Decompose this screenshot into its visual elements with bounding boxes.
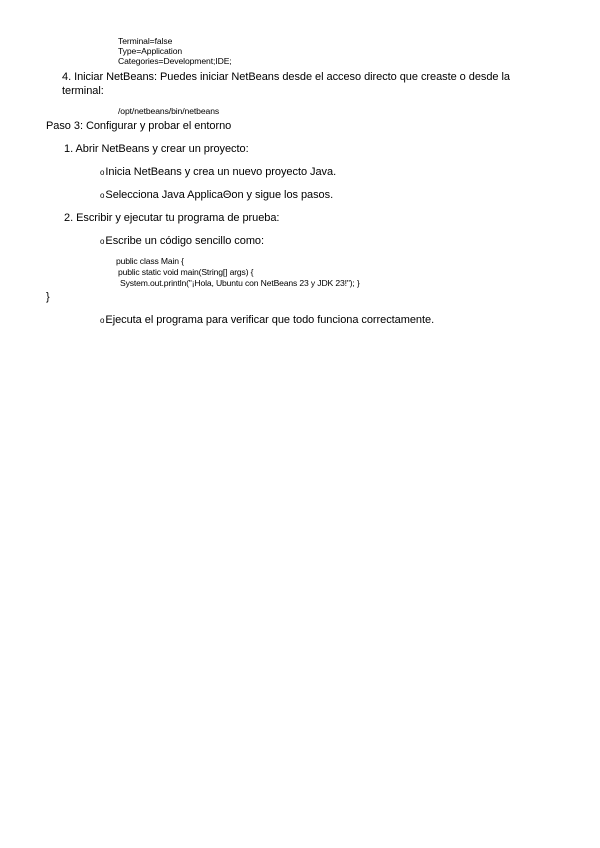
bullet-text: Inicia NetBeans y crea un nuevo proyecto Java. — [105, 166, 337, 178]
bullet-marker: o — [100, 168, 105, 177]
code-line-class: public class Main { — [116, 256, 184, 266]
bullet-item-1 — [100, 166, 336, 179]
item2-text: 2. Escribir y ejecutar tu programa de prueba: — [64, 212, 280, 224]
paso3-heading: Paso 3: Configurar y probar el entorno — [46, 120, 232, 132]
code-line-println: System.out.println("¡Hola, Ubuntu con NetBeans 23 y JDK 23!"); } — [120, 278, 360, 288]
bullet-text: Ejecuta el programa para verificar que todo funciona correctamente. — [105, 314, 435, 326]
desktop-entry-type-line: Type=Application — [118, 46, 183, 56]
step4-text-line1: 4. Iniciar NetBeans: Puedes iniciar NetBeans desde el acceso directo que creaste o desde la — [62, 71, 510, 83]
bullet-item-2 — [100, 189, 333, 202]
bullet-text: Escribe un código sencillo como: — [105, 235, 264, 247]
bullet-item-3 — [100, 235, 264, 248]
bullet-marker: o — [100, 191, 105, 200]
bullet-marker: o — [100, 237, 105, 246]
bullet-text: Selecciona Java ApplicaΘon y sigue los pasos. — [105, 189, 334, 201]
desktop-entry-categories-line: Categories=Development;IDE; — [118, 56, 232, 66]
item1-text: 1. Abrir NetBeans y crear un proyecto: — [64, 143, 249, 155]
bullet-marker: o — [100, 316, 105, 325]
desktop-entry-terminal-line: Terminal=false — [118, 36, 173, 46]
bullet-item-4 — [100, 314, 434, 327]
step4-text-line2: terminal: — [62, 85, 104, 97]
code-line-main-method: public static void main(String[] args) { — [118, 267, 254, 277]
netbeans-path: /opt/netbeans/bin/netbeans — [118, 106, 220, 116]
closing-brace: } — [46, 291, 50, 303]
